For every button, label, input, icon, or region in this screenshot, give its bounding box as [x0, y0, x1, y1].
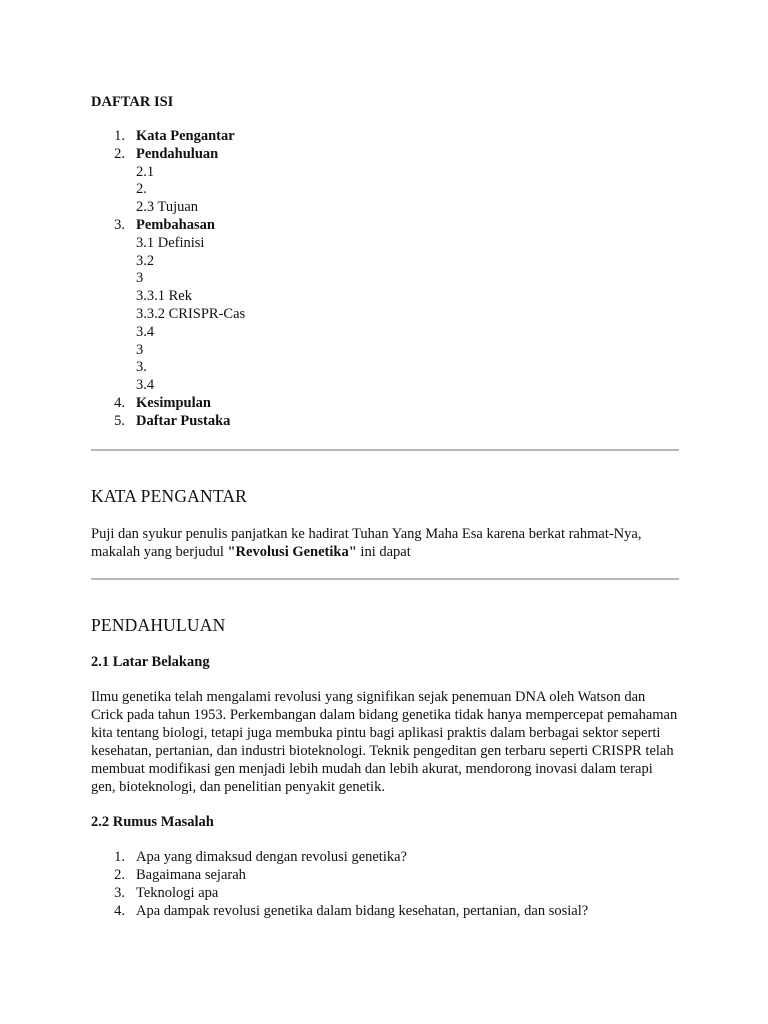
toc-item-number: 4.: [114, 394, 125, 411]
toc-item-label: Kata Pengantar: [136, 128, 235, 144]
toc-subitem: 3.3.1 Rek: [136, 288, 192, 305]
document-page: [91, 93, 679, 920]
list-item: [91, 866, 679, 884]
toc-subitem: 3: [136, 270, 144, 287]
toc-item-number: 3.: [114, 216, 125, 233]
toc-item-daftar-pustaka: [91, 413, 679, 431]
pendahuluan-title: PENDAHULUAN: [91, 614, 226, 635]
toc-item-number: 2.: [114, 145, 125, 162]
toc-subitem: 2.: [136, 181, 147, 198]
latar-belakang-paragraph: Ilmu genetika telah mengalami revolusi yang signifikan sejak penemuan DNA oleh Watson dan Crick pada tahun 1953. Perkembangan dalam bidang genetika tidak hanya mempercepat pemahaman kita tentang biologi, tetapi juga membuka pintu bagi aplikasi praktis dalam berbagai sektor seperti kesehatan, pertanian, dan industri bioteknologi. Teknik pengeditan gen terbaru seperti CRISPR telah membuat modifikasi gen menjadi lebih mudah dan lebih akurat, mendorong inovasi dalam terapi gen, bioteknologi, dan penelitian penyakit genetik.: [91, 688, 678, 795]
toc-subitem: 3: [136, 341, 144, 358]
toc-subitem: 3.3.2 CRISPR-Cas: [136, 305, 246, 322]
toc-subitem: 2.1: [136, 163, 155, 180]
kata-pengantar-title: KATA PENGANTAR: [91, 485, 248, 506]
toc-item-pembahasan: [91, 217, 679, 395]
list-item-text: Apa yang dimaksud dengan revolusi genetika?: [136, 848, 407, 865]
list-item-text: Apa dampak revolusi genetika dalam bidang kesehatan, pertanian, dan sosial?: [136, 902, 589, 919]
toc-subitem: 3.4: [136, 323, 155, 340]
toc-item-number: 5.: [114, 412, 125, 429]
kata-pengantar-text: Puji dan syukur penulis panjatkan ke hadirat Tuhan Yang Maha Esa karena berkat rahmat-Nya, makalah yang berjudul: [91, 525, 642, 560]
section-divider: [91, 449, 679, 451]
rumusan-masalah-heading: 2.2 Rumus Masalah: [91, 813, 214, 830]
toc-sublist: [136, 164, 679, 217]
list-item: [91, 902, 679, 920]
latar-belakang-heading: 2.1 Latar Belakang: [91, 653, 210, 670]
toc-item-label: Pembahasan: [136, 216, 215, 233]
list-item-number: 1.: [114, 848, 125, 865]
toc-item-label: Kesimpulan: [136, 394, 211, 411]
kata-pengantar-text-end: ini dapat: [356, 543, 411, 560]
toc-heading: DAFTAR ISI: [91, 94, 174, 110]
list-item-text: Bagaimana sejarah: [136, 866, 246, 883]
toc-item-pendahuluan: [91, 146, 679, 217]
kata-pengantar-book-title: "Revolusi Genetika": [227, 543, 357, 560]
toc-item-kata-pengantar: [91, 128, 679, 146]
list-item: [91, 884, 679, 902]
list-item-number: 4.: [114, 902, 125, 919]
list-item-number: 3.: [114, 884, 125, 901]
section-divider: [91, 578, 679, 580]
table-of-contents: [91, 128, 679, 431]
rumusan-masalah-list: [91, 848, 679, 920]
toc-item-number: 1.: [114, 128, 125, 144]
toc-subitem: 3.2: [136, 252, 155, 269]
toc-item-kesimpulan: [91, 395, 679, 413]
list-item-number: 2.: [114, 866, 125, 883]
toc-subitem: 3.4: [136, 377, 155, 394]
toc-subitem: 2.3 Tujuan: [136, 199, 199, 216]
kata-pengantar-paragraph: [91, 525, 679, 561]
toc-subitem: 3.: [136, 359, 147, 376]
toc-sublist: [136, 235, 679, 395]
list-item: [91, 848, 679, 866]
toc-subitem: 3.1 Definisi: [136, 234, 205, 251]
toc-item-label: Pendahuluan: [136, 145, 219, 162]
list-item-text: Teknologi apa: [136, 884, 219, 901]
toc-item-label: Daftar Pustaka: [136, 412, 231, 429]
